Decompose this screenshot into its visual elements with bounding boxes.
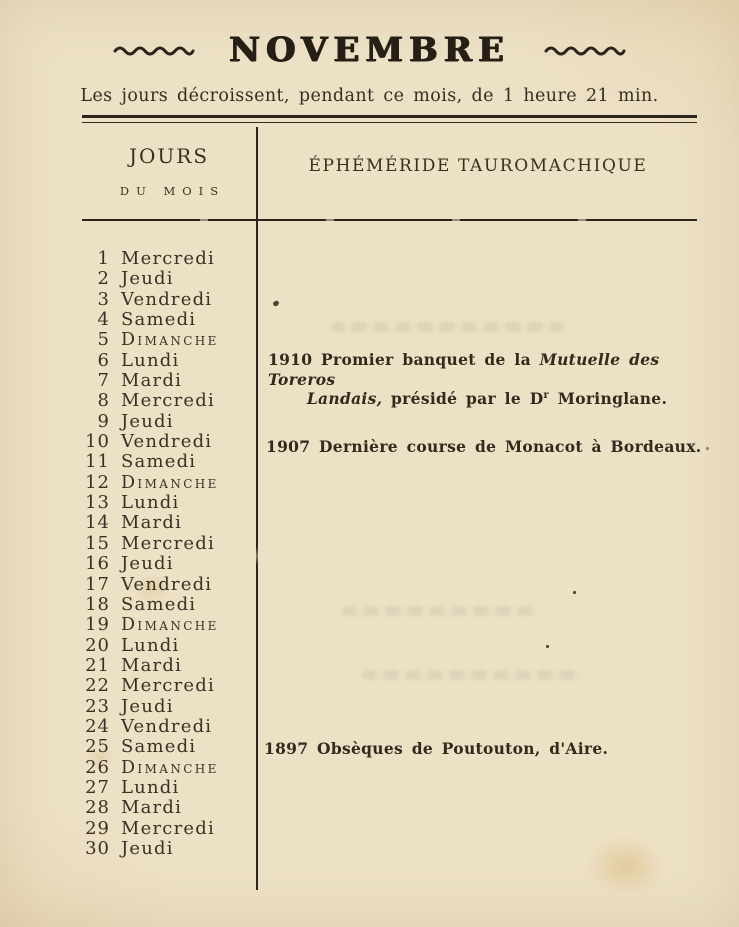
day-row	[84, 554, 264, 574]
show-through-smudge	[330, 322, 565, 332]
ink-speck	[272, 300, 279, 307]
day-name: Mercredi	[121, 390, 215, 412]
day-number: 13	[85, 492, 110, 514]
day-number: 29	[85, 817, 110, 839]
day-row	[84, 310, 264, 330]
day-row	[84, 473, 264, 493]
day-number: 30	[85, 837, 110, 859]
day-number: 24	[85, 715, 110, 737]
day-number: 18	[85, 593, 110, 615]
day-row	[84, 717, 264, 737]
day-number: 5	[97, 329, 110, 351]
day-name: Mardi	[121, 654, 183, 676]
wavy-ornament-left-icon	[113, 43, 195, 57]
day-name: Samedi	[121, 309, 197, 331]
day-number: 20	[85, 634, 110, 656]
day-number: 9	[97, 410, 110, 432]
day-number: 8	[97, 390, 110, 412]
show-through-smudge	[362, 670, 582, 680]
day-row	[84, 534, 264, 554]
entry-line	[268, 350, 706, 389]
day-number: 22	[85, 675, 110, 697]
day-name: Lundi	[121, 776, 180, 798]
day-name: Vendredi	[121, 715, 213, 737]
entry-text: Dernière course de Monacot à Bordeaux.	[319, 437, 702, 456]
day-row	[84, 513, 264, 533]
day-number: 19	[85, 614, 110, 636]
ephemeris-entry-1910	[268, 350, 706, 409]
entry-text-italic: Mutuelle des Toreros	[268, 350, 660, 389]
day-row	[84, 432, 264, 452]
day-row	[84, 493, 264, 513]
title-row	[0, 30, 739, 70]
entry-year: 1910	[268, 350, 313, 369]
day-name: Vendredi	[121, 288, 213, 310]
day-row	[84, 778, 264, 798]
day-number: 2	[97, 268, 110, 290]
day-row	[84, 371, 264, 391]
day-name: Jeudi	[121, 410, 174, 432]
day-name: Lundi	[121, 492, 180, 514]
day-row	[84, 839, 264, 859]
day-name: Jeudi	[121, 553, 174, 575]
days-column-header: JOURS	[128, 144, 210, 168]
day-name: Mercredi	[121, 248, 215, 269]
day-number: 10	[85, 431, 110, 453]
ink-speck	[546, 645, 549, 648]
day-number: 21	[85, 654, 110, 676]
top-double-rule	[82, 115, 697, 123]
day-name: Jeudi	[121, 268, 174, 290]
day-name: Vendredi	[121, 573, 213, 595]
day-number: 26	[85, 756, 110, 778]
day-name: Mardi	[121, 797, 183, 819]
day-row	[84, 636, 264, 656]
entry-year: 1897	[264, 739, 309, 758]
day-name: Dimanche	[121, 615, 219, 636]
ephemeris-entry-1907	[266, 437, 706, 457]
day-number: 15	[85, 532, 110, 554]
day-name: Mercredi	[121, 817, 215, 839]
entry-text: Moringlane.	[557, 389, 668, 408]
day-number: 14	[85, 512, 110, 534]
entry-text: Obsèques de Poutouton, d'Aire.	[317, 739, 609, 758]
day-name: Vendredi	[121, 431, 213, 453]
entry-text: présidé par le D	[391, 389, 544, 408]
day-name: Mercredi	[121, 532, 215, 554]
day-row	[84, 249, 264, 269]
day-row	[84, 391, 264, 411]
daylight-note: Les jours décroissent, pendant ce mois, de 1 heure 21 min.	[80, 86, 659, 106]
day-name: Samedi	[121, 451, 197, 473]
show-through-smudge	[342, 606, 537, 616]
day-row	[84, 656, 264, 676]
day-name: Dimanche	[121, 330, 219, 351]
day-row	[84, 676, 264, 696]
day-number: 28	[85, 797, 110, 819]
day-row	[84, 575, 264, 595]
day-name: Mardi	[121, 512, 183, 534]
day-name: Lundi	[121, 634, 180, 656]
ephemeris-entry-1897	[264, 739, 704, 759]
day-row	[84, 758, 264, 778]
day-number: 16	[85, 553, 110, 575]
day-name: Jeudi	[121, 695, 174, 717]
day-number: 3	[97, 288, 110, 310]
day-name: Samedi	[121, 593, 197, 615]
days-column-subheader: DU MOIS	[119, 184, 226, 198]
day-number: 25	[85, 736, 110, 758]
wavy-ornament-right-icon	[544, 43, 626, 57]
day-row	[84, 615, 264, 635]
ink-speck	[573, 591, 576, 594]
day-row	[84, 412, 264, 432]
superscript-r: r	[543, 389, 550, 401]
day-row	[84, 452, 264, 472]
day-number: 7	[97, 370, 110, 392]
day-number: 1	[97, 248, 110, 269]
day-row	[84, 595, 264, 615]
entry-line	[268, 389, 706, 409]
day-number: 17	[85, 573, 110, 595]
entry-text-italic: Landais,	[306, 389, 383, 408]
day-row	[84, 737, 264, 757]
day-row	[84, 697, 264, 717]
entry-year: 1907	[266, 437, 311, 456]
day-number: 27	[85, 776, 110, 798]
day-row	[84, 330, 264, 350]
day-row	[84, 819, 264, 839]
day-row	[84, 290, 264, 310]
days-list	[84, 249, 264, 859]
day-name: Mercredi	[121, 675, 215, 697]
day-name: Samedi	[121, 736, 197, 758]
header-bottom-rule	[82, 219, 697, 221]
ephemeris-column-header: ÉPHÉMÉRIDE TAUROMACHIQUE	[308, 156, 648, 176]
day-number: 4	[97, 309, 110, 331]
day-name: Dimanche	[121, 472, 219, 493]
day-name: Jeudi	[121, 837, 174, 859]
day-row	[84, 351, 264, 371]
day-number: 12	[85, 471, 110, 493]
day-number: 11	[85, 451, 110, 473]
day-number: 23	[85, 695, 110, 717]
day-row	[84, 798, 264, 818]
day-name: Lundi	[121, 349, 180, 371]
day-number: 6	[97, 349, 110, 371]
day-row	[84, 269, 264, 289]
day-name: Mardi	[121, 370, 183, 392]
day-name: Dimanche	[121, 757, 219, 778]
page-title: NOVEMBRE	[229, 30, 510, 70]
ink-speck	[706, 447, 709, 450]
entry-text: Promier banquet de la	[321, 350, 531, 369]
